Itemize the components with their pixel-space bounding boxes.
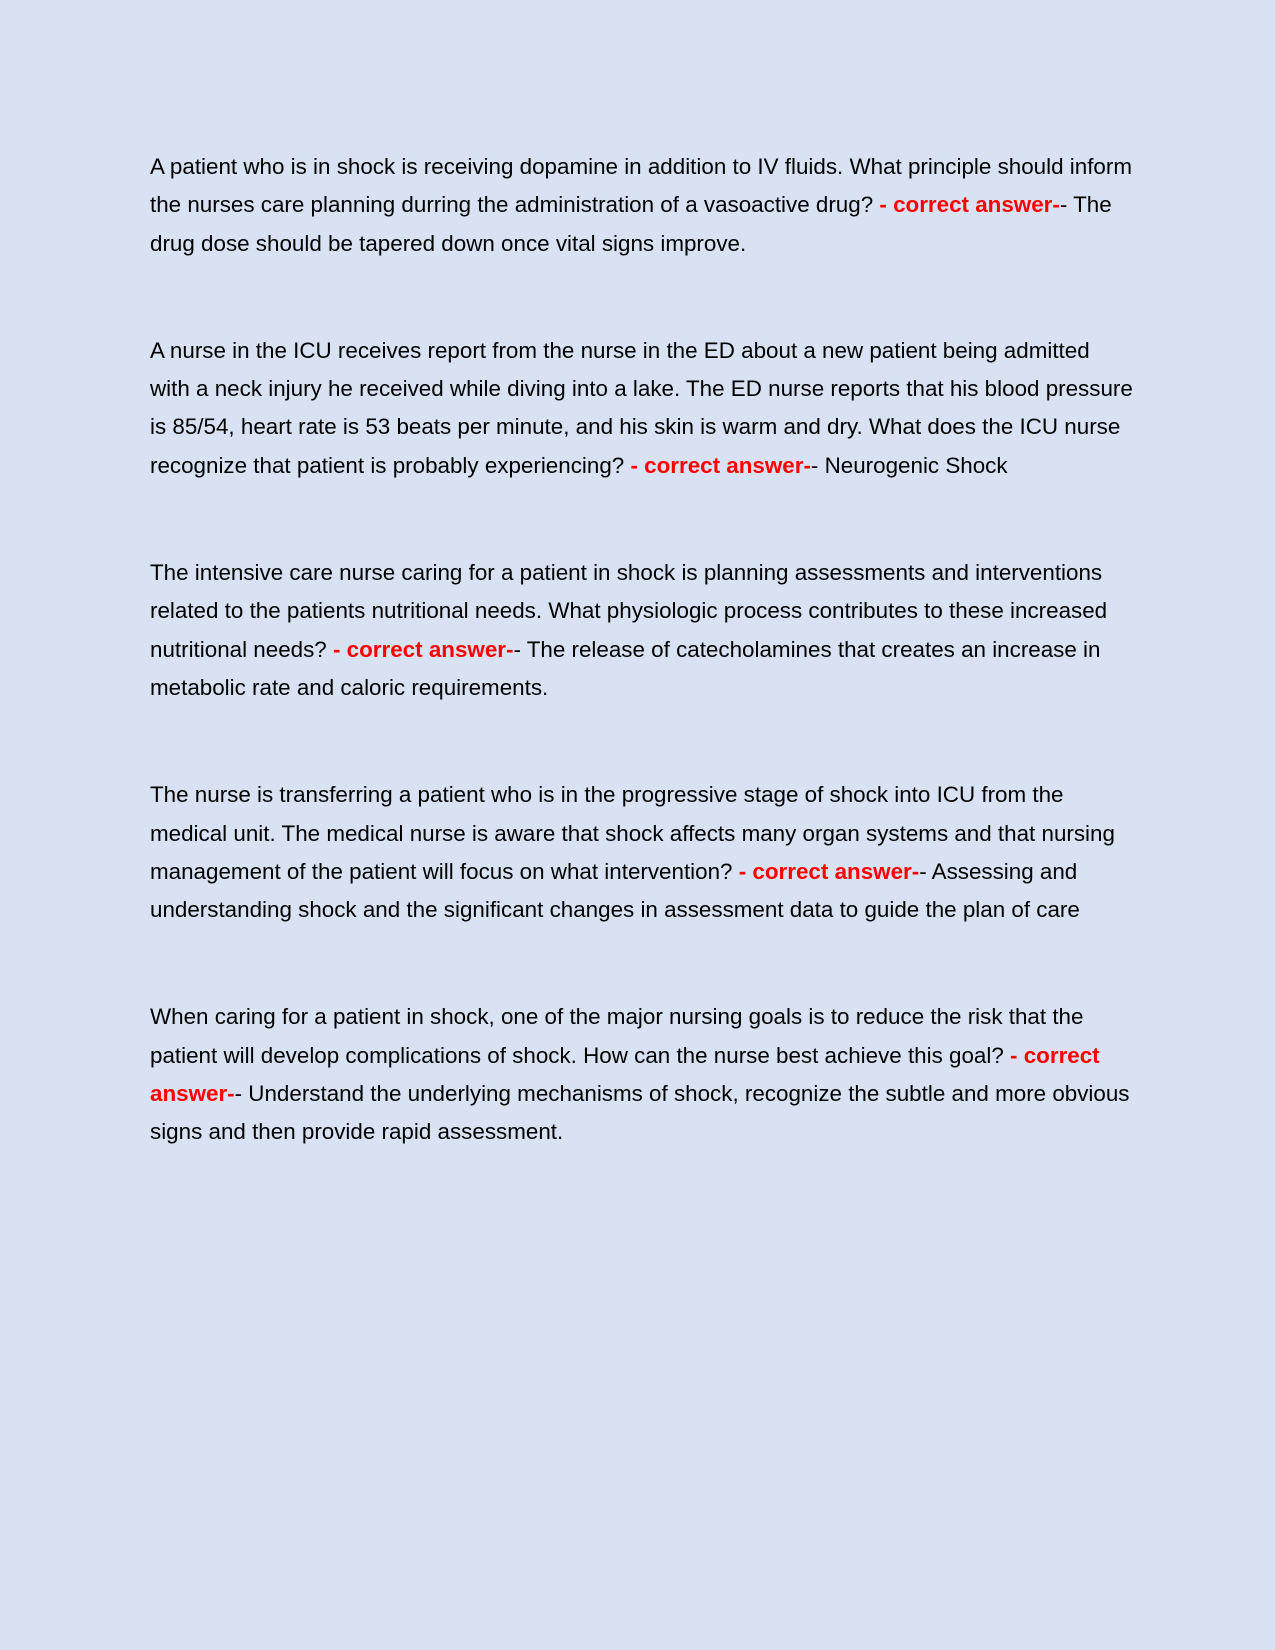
question-text: The intensive care nurse caring for a patient in shock is planning assessments and interventions related to the patients nutritional needs. What physiologic process contributes to these increased nutritional needs?: [150, 560, 1108, 662]
document-page: [150, 148, 1135, 1221]
question-text: When caring for a patient in shock, one of the major nursing goals is to reduce the risk that the patient will develop complications of shock. How can the nurse best achieve this goal?: [150, 1004, 1084, 1068]
correct-answer-marker: - correct answer-: [879, 192, 1060, 218]
qa-item-1: [150, 148, 1135, 263]
question-text: A patient who is in shock is receiving dopamine in addition to IV fluids. What principle should inform the nurses care planning durring the administration of a vasoactive drug?: [150, 154, 1132, 218]
answer-text: - Assessing and understanding shock and the significant changes in assessment data to guide the plan of care: [150, 858, 1080, 923]
question-text: A nurse in the ICU receives report from the nurse in the ED about a new patient being admitted with a neck injury he received while diving into a lake. The ED nurse reports that his blood pressure is 85/54, heart rate is 53 beats per minute, and his skin is warm and dry. What does the ICU nurse recognize that patient is probably experiencing?: [150, 337, 1133, 478]
qa-item-5: [150, 998, 1135, 1151]
correct-answer-marker: - correct answer-: [333, 636, 514, 662]
correct-answer-marker: - correct answer-: [738, 858, 920, 884]
question-text: The nurse is transferring a patient who is in the progressive stage of shock into ICU from the medical unit. The medical nurse is aware that shock affects many organ systems and that nursing management of the patient will focus on what intervention?: [150, 782, 1115, 884]
answer-text: - Understand the underlying mechanisms of shock, recognize the subtle and more obvious signs and then provide rapid assessment.: [150, 1081, 1130, 1145]
correct-answer-marker: - correct answer-: [630, 452, 811, 478]
qa-item-4: [150, 776, 1135, 929]
qa-item-3: [150, 554, 1135, 707]
answer-text: - Neurogenic Shock: [810, 452, 1008, 478]
correct-answer-marker: - correct answer-: [150, 1042, 1100, 1107]
qa-item-2: [150, 332, 1135, 485]
answer-text: - The drug dose should be tapered down once vital signs improve.: [150, 192, 1112, 256]
answer-text: - The release of catecholamines that creates an increase in metabolic rate and caloric requirements.: [150, 636, 1101, 700]
